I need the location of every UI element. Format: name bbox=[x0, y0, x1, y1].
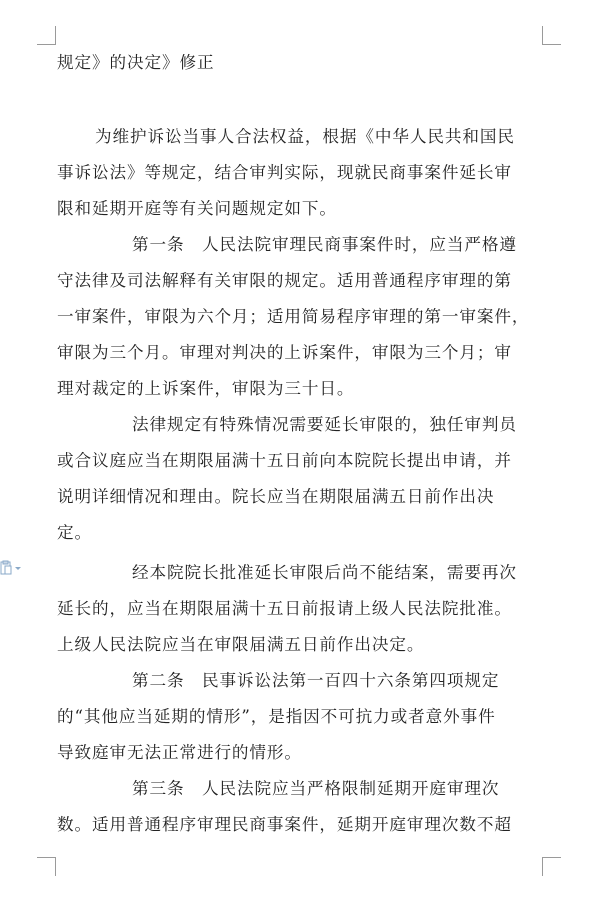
paragraph-line: 延长的，应当在期限届满十五日前报请上级人民法院批准。 bbox=[57, 599, 512, 618]
heading-tail: 规定》的决定》修正 bbox=[57, 53, 215, 72]
paragraph-line: 定。 bbox=[57, 523, 92, 542]
paragraph-line: 理对裁定的上诉案件，审限为三十日。 bbox=[57, 379, 355, 398]
paragraph-line: 的“其他应当延期的情形”，是指因不可抗力或者意外事件 bbox=[57, 707, 496, 726]
paragraph-line: 说明详细情况和理由。院长应当在期限届满五日前作出决 bbox=[57, 487, 495, 506]
paragraph-line: 上级人民法院应当在审限届满五日前作出决定。 bbox=[57, 635, 425, 654]
paragraph-line: 第二条 民事诉讼法第一百四十六条第四项规定 bbox=[132, 671, 500, 690]
paragraph-line: 限和延期开庭等有关问题规定如下。 bbox=[57, 199, 337, 218]
paragraph-line: 第一条 人民法院审理民商事案件时，应当严格遵 bbox=[132, 235, 517, 254]
paragraph-line: 为维护诉讼当事人合法权益，根据《中华人民共和国民 bbox=[95, 127, 515, 146]
paragraph-line: 第三条 人民法院应当严格限制延期开庭审理次 bbox=[132, 779, 500, 798]
crop-mark-top-left bbox=[37, 26, 56, 45]
paragraph-line: 一审案件，审限为六个月；适用简易程序审理的第一审案件， bbox=[57, 307, 530, 326]
paragraph-line: 审限为三个月。审理对判决的上诉案件，审限为三个月；审 bbox=[57, 343, 512, 362]
crop-mark-top-right bbox=[542, 26, 561, 45]
paragraph-line: 守法律及司法解释有关审限的规定。适用普通程序审理的第 bbox=[57, 271, 512, 290]
paragraph-line: 经本院院长批准延长审限后尚不能结案，需要再次 bbox=[132, 563, 517, 582]
paragraph-line: 导致庭审无法正常进行的情形。 bbox=[57, 743, 302, 762]
crop-mark-bottom-left bbox=[37, 857, 56, 876]
paragraph-line: 数。适用普通程序审理民商事案件，延期开庭审理次数不超 bbox=[57, 815, 512, 834]
paragraph-line: 法律规定有特殊情况需要延长审限的，独任审判员 bbox=[132, 415, 517, 434]
paragraph-line: 或合议庭应当在期限届满十五日前向本院院长提出申请，并 bbox=[57, 451, 512, 470]
crop-mark-bottom-right bbox=[542, 857, 561, 876]
paste-options-icon[interactable] bbox=[0, 560, 22, 576]
paragraph-line: 事诉讼法》等规定，结合审判实际，现就民商事案件延长审 bbox=[57, 163, 512, 182]
